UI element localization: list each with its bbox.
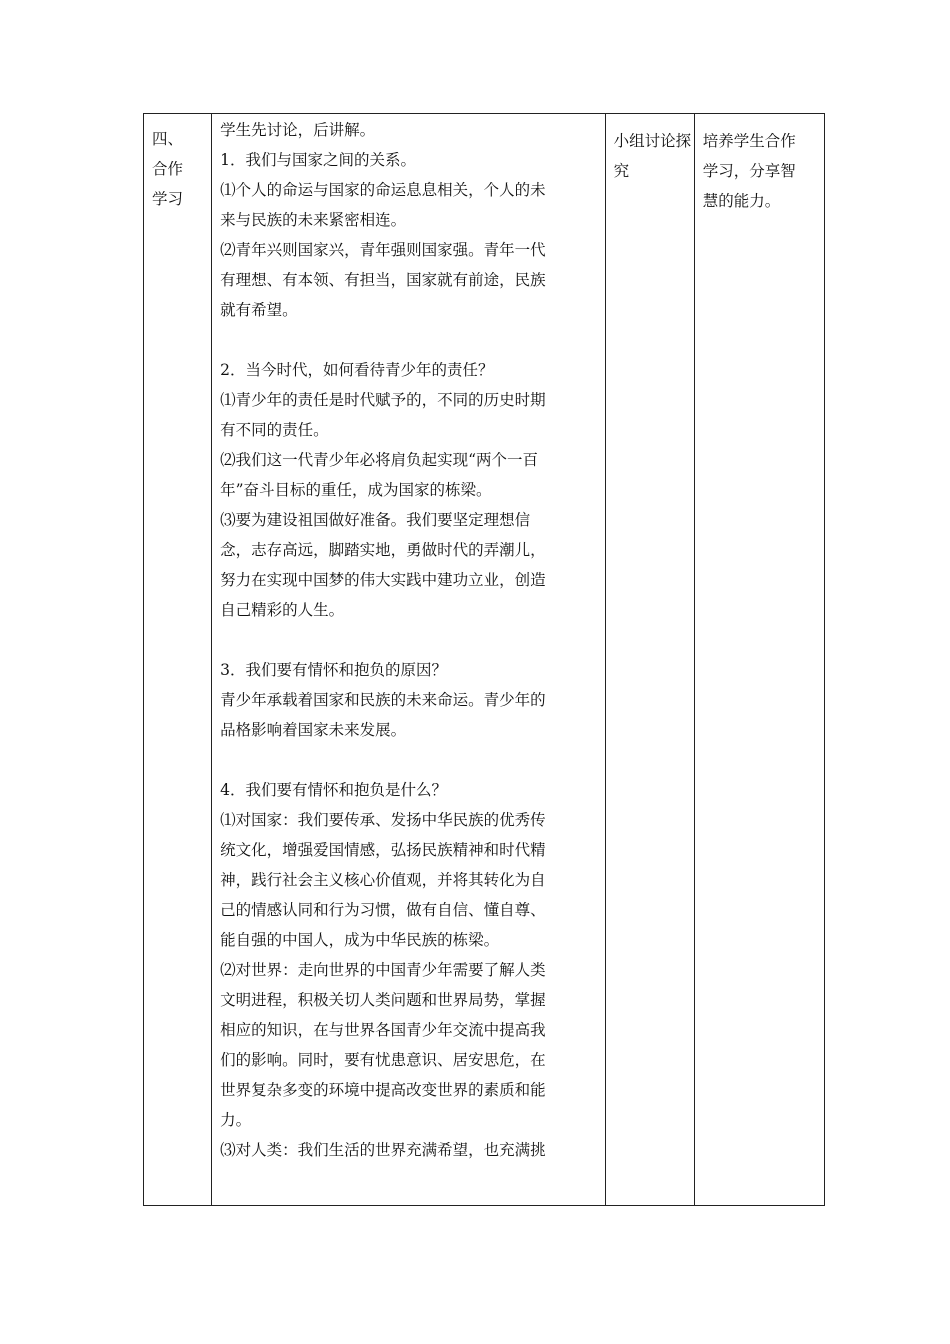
- text-line: 己的情感认同和行为习惯，做有自信、懂自尊、: [220, 901, 546, 919]
- text-line: ⑴个人的命运与国家的命运息息相关，个人的未: [220, 181, 546, 199]
- question-1-point-2: [220, 235, 599, 325]
- method-line: 小组讨论探: [613, 132, 692, 150]
- question-4-point-3: [220, 1135, 599, 1165]
- question-4-point-2: [220, 955, 599, 1135]
- blank-line: [220, 625, 599, 655]
- question-2-title: 2．当今时代，如何看待青少年的责任？: [220, 361, 494, 379]
- question-2-point-3: [220, 505, 599, 625]
- text-line: ⑵对世界：走向世界的中国青少年需要了解人类: [220, 961, 546, 979]
- text-line: ⑴对国家：我们要传承、发扬中华民族的优秀传: [220, 811, 546, 829]
- text-line: 相应的知识，在与世界各国青少年交流中提高我: [220, 1021, 546, 1039]
- text-line: 能自强的中国人，成为中华民族的栋梁。: [220, 931, 500, 949]
- method-line: 究: [613, 162, 630, 180]
- text-line: 世界复杂多变的环境中提高改变世界的素质和能: [220, 1081, 546, 1099]
- question-3-point-1: [220, 685, 599, 745]
- intro-text: 学生先讨论，后讲解。: [220, 121, 376, 139]
- purpose-cell: [694, 114, 824, 1206]
- text-line: 念，志存高远，脚踏实地，勇做时代的弄潮儿，: [220, 541, 546, 559]
- question-4-point-1: [220, 805, 599, 955]
- text-line: ⑴青少年的责任是时代赋予的，不同的历史时期: [220, 391, 546, 409]
- blank-line: [220, 325, 599, 355]
- stage-line: 四、: [152, 130, 184, 148]
- text-line: 们的影响。同时，要有忧患意识、居安思危，在: [220, 1051, 546, 1069]
- text-line: ⑵我们这一代青少年必将肩负起实现“两个一百: [220, 451, 539, 469]
- blank-line: [220, 745, 599, 775]
- text-line: 来与民族的未来紧密相连。: [220, 211, 407, 229]
- question-3-title: 3．我们要有情怀和抱负的原因？: [220, 661, 447, 679]
- text-line: ⑵青年兴则国家兴，青年强则国家强。青年一代: [220, 241, 546, 259]
- question-2-point-2: [220, 445, 599, 505]
- text-line: 努力在实现中国梦的伟大实践中建功立业，创造: [220, 571, 546, 589]
- text-line: 力。: [220, 1111, 252, 1129]
- stage-line: 合作: [152, 160, 184, 178]
- text-line: ⑶对人类：我们生活的世界充满希望，也充满挑: [220, 1141, 546, 1159]
- text-line: 神，践行社会主义核心价值观，并将其转化为自: [220, 871, 546, 889]
- question-4-title: 4．我们要有情怀和抱负是什么？: [220, 781, 447, 799]
- purpose-line: 培养学生合作: [702, 132, 796, 150]
- question-1-point-1: [220, 175, 599, 235]
- lesson-plan-table: [143, 113, 825, 1206]
- text-line: 就有希望。: [220, 301, 298, 319]
- text-line: 青少年承载着国家和民族的未来命运。青少年的: [220, 691, 546, 709]
- content-cell: [212, 114, 606, 1206]
- purpose-line: 学习，分享智: [702, 162, 796, 180]
- text-line: 统文化，增强爱国情感，弘扬民族精神和时代精: [220, 841, 546, 859]
- text-line: 品格影响着国家未来发展。: [220, 721, 407, 739]
- text-line: 自己精彩的人生。: [220, 601, 345, 619]
- table-row: [144, 114, 825, 1206]
- text-line: 有不同的责任。: [220, 421, 329, 439]
- text-line: 有理想、有本领、有担当，国家就有前途，民族: [220, 271, 546, 289]
- text-line: ⑶要为建设祖国做好准备。我们要坚定理想信: [220, 511, 531, 529]
- question-2-point-1: [220, 385, 599, 445]
- question-1-title: 1．我们与国家之间的关系。: [220, 151, 416, 169]
- purpose-line: 慧的能力。: [702, 192, 781, 210]
- text-line: 年”奋斗目标的重任，成为国家的栋梁。: [220, 481, 492, 499]
- method-cell: [605, 114, 694, 1206]
- stage-line: 学习: [152, 190, 184, 208]
- text-line: 文明进程，积极关切人类问题和世界局势，掌握: [220, 991, 546, 1009]
- stage-cell: [144, 114, 212, 1206]
